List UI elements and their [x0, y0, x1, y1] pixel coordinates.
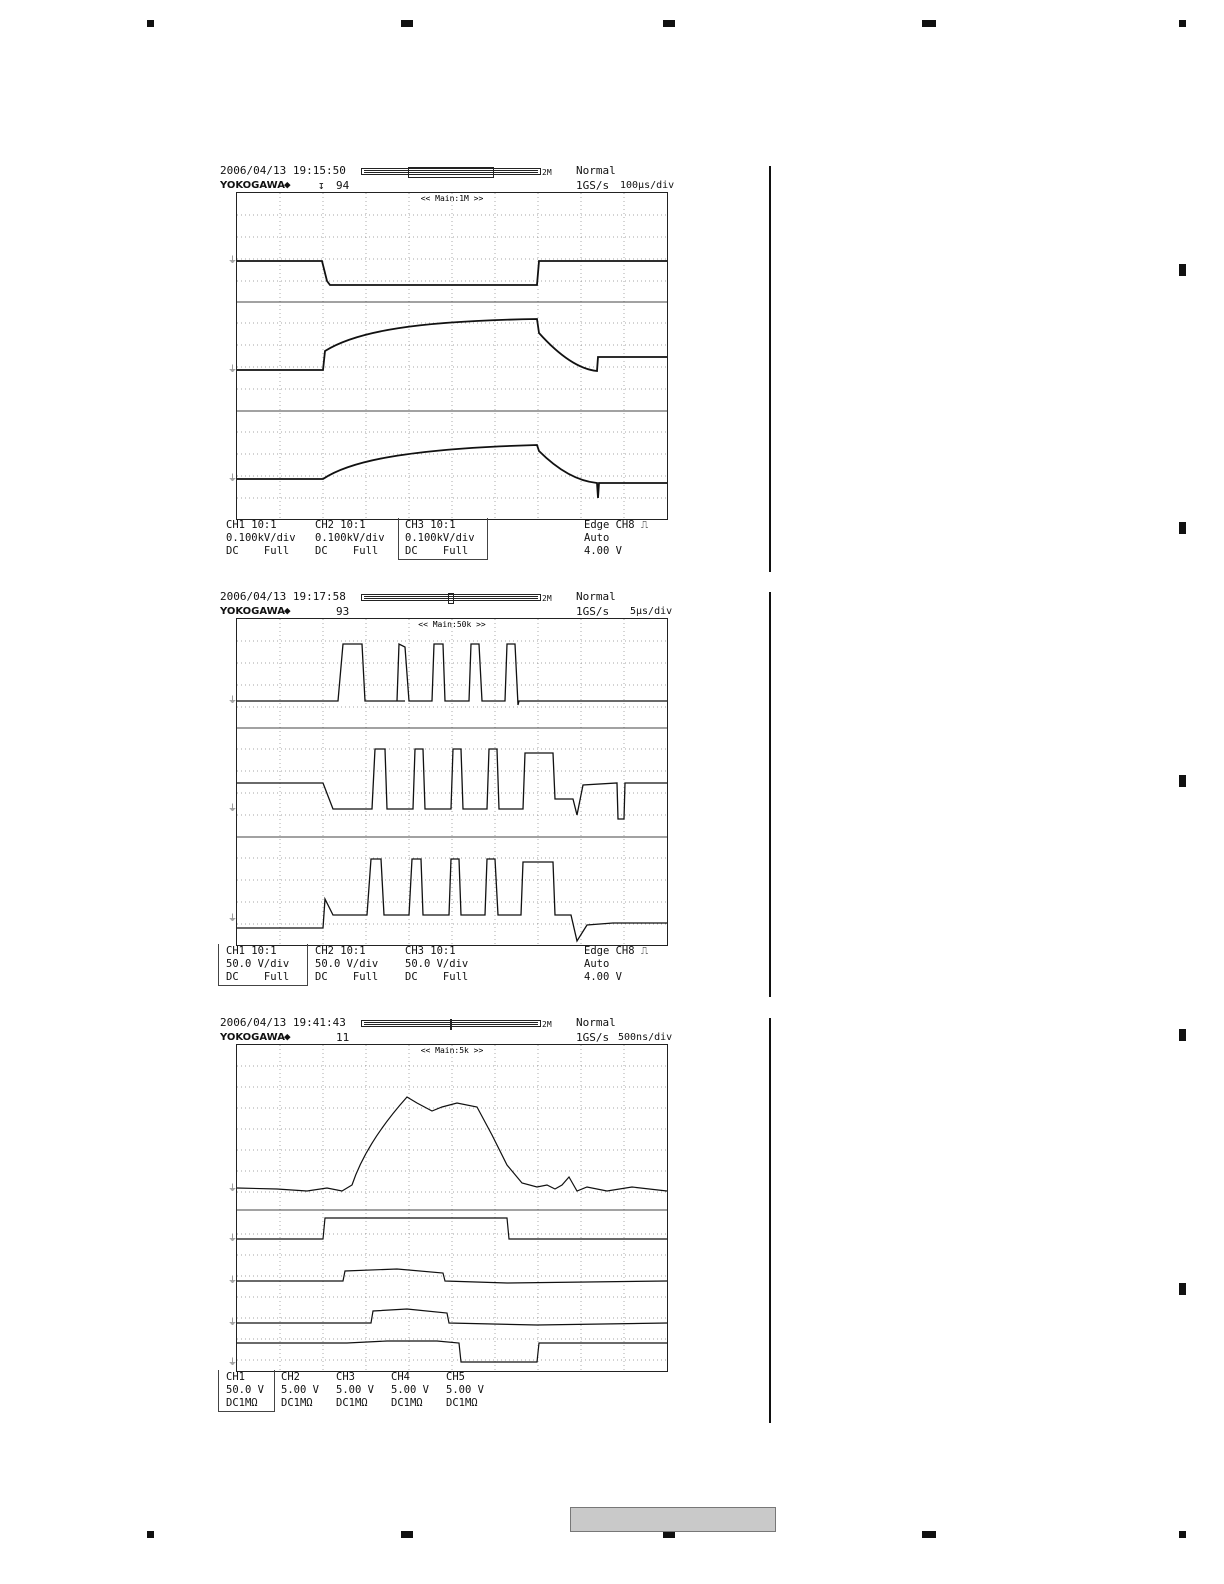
time-div: 100µs/div — [620, 180, 675, 191]
record-length: 2M — [542, 1020, 552, 1029]
time-div: 5µs/div — [630, 606, 673, 617]
ground-icon: ⏚ — [228, 365, 238, 375]
yokogawa-diamond-icon: ◆ — [284, 1030, 291, 1043]
waveform-plot — [237, 619, 667, 945]
oscilloscope-capture-1 — [218, 163, 675, 563]
falling-edge-icon: ⎍ — [640, 519, 649, 531]
channel-settings-ch4: CH4 5.00 V DC1MΩ — [391, 1371, 429, 1409]
record-length: 2M — [542, 168, 552, 177]
channel-settings-ch2: CH2 10:1 0.100kV/div DC Full — [315, 519, 385, 557]
waveform-screen — [228, 1044, 668, 1372]
record-length: 2M — [542, 594, 552, 603]
channel-settings-ch3: CH3 10:1 50.0 V/div DC Full — [405, 945, 469, 983]
brand: YOKOGAWA — [220, 180, 286, 191]
channel-settings-ch5: CH5 5.00 V DC1MΩ — [446, 1371, 484, 1409]
ground-icon: ⏚ — [228, 1276, 238, 1286]
registration-mark — [922, 1531, 936, 1538]
registration-mark — [663, 20, 675, 27]
waveform-screen — [228, 618, 668, 946]
ground-icon: ⏚ — [228, 1318, 238, 1328]
ground-icon: ⏚ — [228, 804, 238, 814]
channel-settings-ch2: CH2 5.00 V DC1MΩ — [281, 1371, 319, 1409]
registration-mark — [1179, 1283, 1186, 1295]
record-position-bar[interactable] — [361, 168, 541, 175]
oscilloscope-capture-3 — [218, 1015, 673, 1415]
channel-settings-ch2: CH2 10:1 50.0 V/div DC Full — [315, 945, 379, 983]
trigger-settings: Edge CH8 ⎍ Auto 4.00 V — [584, 519, 649, 557]
timestamp: 2006/04/13 19:17:58 — [220, 590, 346, 603]
registration-mark — [1179, 522, 1186, 534]
registration-mark — [1179, 20, 1186, 27]
ground-icon: ⏚ — [228, 256, 238, 266]
ground-icon: ⏚ — [228, 696, 238, 706]
registration-mark — [1179, 264, 1186, 276]
timestamp: 2006/04/13 19:15:50 — [220, 164, 346, 177]
registration-mark — [401, 1531, 413, 1538]
timestamp: 2006/04/13 19:41:43 — [220, 1016, 346, 1029]
zoom-label: << Main:50k >> — [418, 620, 486, 629]
registration-mark — [1179, 1029, 1186, 1041]
divider-line — [769, 592, 771, 997]
waveform-plot — [237, 193, 667, 519]
ground-icon: ⏚ — [228, 474, 238, 484]
acq-count: 11 — [336, 1031, 350, 1044]
registration-mark — [401, 20, 413, 27]
sample-rate: 1GS/s — [576, 605, 610, 618]
page-number-box — [570, 1507, 776, 1532]
yokogawa-diamond-icon: ◆ — [284, 178, 291, 191]
channel-settings-ch1: CH1 10:1 50.0 V/div DC Full — [226, 945, 290, 983]
sample-rate: 1GS/s — [576, 179, 610, 192]
ground-icon: ⏚ — [228, 914, 238, 924]
brand: YOKOGAWA — [220, 1032, 286, 1043]
trigger-marker-icon: ↧ — [318, 179, 325, 192]
waveform-screen — [228, 192, 668, 520]
registration-mark — [663, 1531, 675, 1538]
registration-mark — [1179, 775, 1186, 787]
acq-mode: Normal — [576, 1016, 616, 1029]
brand: YOKOGAWA — [220, 606, 286, 617]
trigger-settings: Edge CH8 ⎍ Auto 4.00 V — [584, 945, 649, 983]
acq-mode: Normal — [576, 164, 616, 177]
zoom-label: << Main:1M >> — [420, 194, 484, 203]
channel-settings-ch3: CH3 5.00 V DC1MΩ — [336, 1371, 374, 1409]
time-div: 500ns/div — [618, 1032, 673, 1043]
acq-mode: Normal — [576, 590, 616, 603]
sample-rate: 1GS/s — [576, 1031, 610, 1044]
zoom-label: << Main:5k >> — [420, 1046, 484, 1055]
divider-line — [769, 166, 771, 572]
registration-mark — [147, 20, 154, 27]
falling-edge-icon: ⎍ — [640, 945, 649, 957]
channel-settings-ch1: CH1 10:1 0.100kV/div DC Full — [226, 519, 296, 557]
registration-mark — [147, 1531, 154, 1538]
acq-count: 94 — [336, 179, 350, 192]
record-position-bar[interactable] — [361, 594, 541, 601]
registration-mark — [922, 20, 936, 27]
ground-icon: ⏚ — [228, 1358, 238, 1368]
oscilloscope-capture-2 — [218, 589, 673, 989]
ground-icon: ⏚ — [228, 1184, 238, 1194]
waveform-plot — [237, 1045, 667, 1371]
divider-line — [769, 1018, 771, 1423]
channel-settings-ch3: CH3 10:1 0.100kV/div DC Full — [405, 519, 475, 557]
registration-mark — [1179, 1531, 1186, 1538]
channel-settings-ch1: CH1 50.0 V DC1MΩ — [226, 1371, 264, 1409]
ground-icon: ⏚ — [228, 1234, 238, 1244]
yokogawa-diamond-icon: ◆ — [284, 604, 291, 617]
record-position-bar[interactable] — [361, 1020, 541, 1027]
acq-count: 93 — [336, 605, 350, 618]
